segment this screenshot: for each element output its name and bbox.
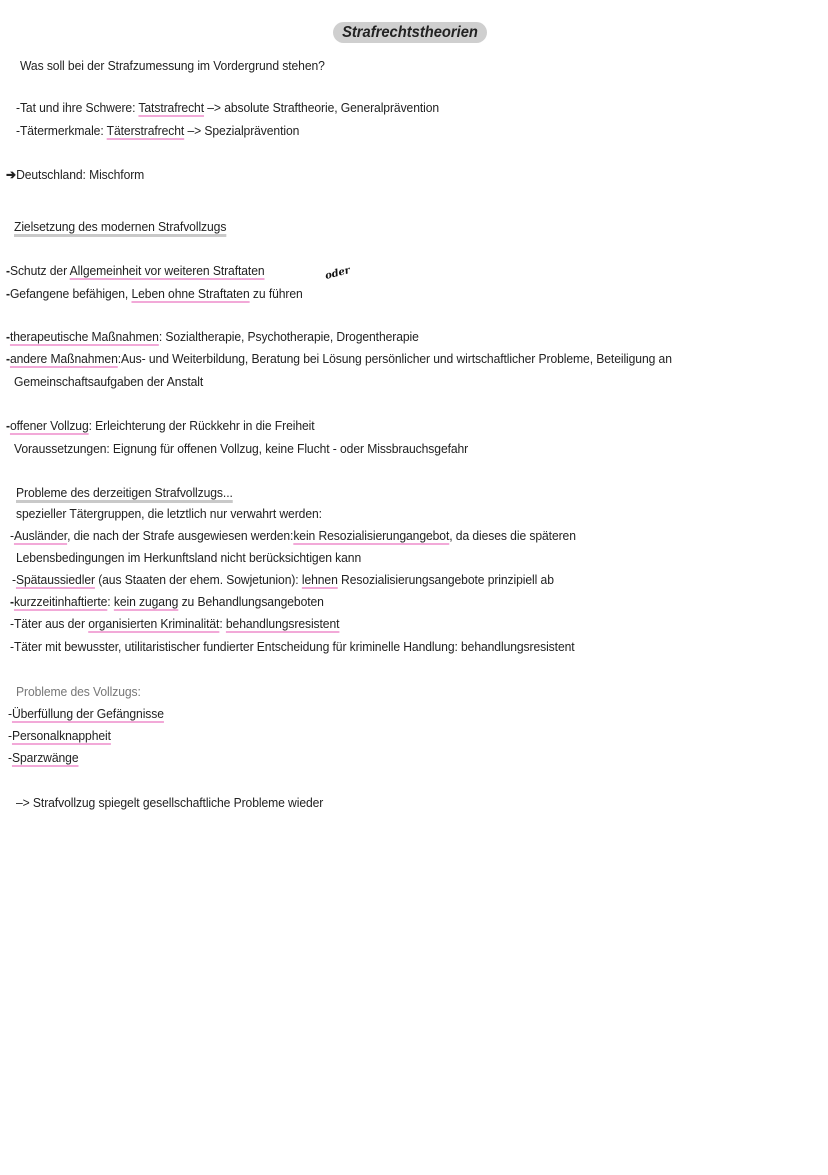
schutz-line [6,262,265,280]
handwritten-note: oder [324,265,352,282]
text-segment: Tätermerkmale: [19,123,107,138]
ziel-heading [14,218,226,236]
text-segment-underlined: kein zugang [113,594,179,609]
bullet-dash: - [16,100,20,115]
bullet-dash: - [8,706,12,721]
bullet-dash: - [10,639,14,654]
bullet-dash: - [10,528,14,543]
bullet-dash: - [6,418,10,433]
andere-line [6,350,672,368]
andere-line-cont: Gemeinschaftsaufgaben der Anstalt [14,374,204,389]
spar-line [8,749,78,767]
text-segment-underlined: Tatstrafrecht [138,100,204,115]
text-segment-underlined: kein Resozialisierungangebot [293,528,450,543]
text-segment: : Sozialtherapie, Psychotherapie, Drogentherapie [158,329,419,344]
therapeutische-line [6,328,419,346]
bullet-dash: - [10,616,14,631]
text-segment-underlined: lehnen [301,572,338,587]
page-title: Strafrechtstheorien [342,24,478,41]
ueberfuellung-line [8,705,164,723]
tat-line [16,99,439,117]
text-segment-underlined: Überfüllung der Gefängnisse [11,706,164,721]
probleme-heading [16,484,233,502]
bullet-dash: - [6,286,10,301]
text-segment: : [107,594,114,609]
bullet-dash: - [12,572,16,587]
text-segment: : [219,616,226,631]
title-highlight [333,22,487,43]
text-segment: Gefangene befähigen, [9,286,132,301]
arrow-icon: ➔ [6,167,17,182]
text-segment: –> Spezialprävention [184,123,300,138]
text-segment: Deutschland: Mischform [16,167,145,182]
deutschland-line [6,166,144,184]
auslaender-line [10,527,576,545]
text-segment-underlined: Täterstrafrecht [106,123,185,138]
text-segment: Täter aus der [13,616,89,631]
text-segment: zu Behandlungsangeboten [178,594,324,609]
speziell-line: spezieller Tätergruppen, die letztlich nur verwahrt werden: [16,506,322,521]
vollzug-heading: Probleme des Vollzugs: [16,684,141,699]
text-segment: : Erleichterung der Rückkehr in die Freiheit [88,418,315,433]
question-line: Was soll bei der Strafzumessung im Vordergrund stehen? [20,58,325,73]
bullet-dash: - [6,263,10,278]
text-segment: (aus Staaten der ehem. Sowjetunion): [94,572,302,587]
text-segment-underlined: Leben ohne Straftaten [131,286,250,301]
offener-vollzug-line [6,417,315,435]
text-segment-underlined: therapeutische Maßnahmen [9,329,159,344]
text-segment: , da dieses die späteren [449,528,576,543]
bullet-dash: - [10,594,14,609]
text-segment: zu führen [249,286,303,301]
taeter-line [16,122,299,140]
bullet-dash: - [16,123,20,138]
spaetaussiedler-line [12,571,554,589]
kurzzeit-line [10,593,324,611]
text-segment-underlined: Allgemeinheit vor weiteren Straftaten [69,263,265,278]
text-segment: Täter mit bewusster, utilitaristischer fundierter Entscheidung für kriminelle Handlung: behandlungsresistent [13,639,575,654]
text-segment: Resozialisierungsangebote prinzipiell ab [337,572,554,587]
text-segment: :Aus- und Weiterbildung, Beratung bei Lösung persönlicher und wirtschaftlicher Probleme, Beteiligung an [117,351,672,366]
voraussetzungen-line: Voraussetzungen: Eignung für offenen Vollzug, keine Flucht - oder Missbrauchsgefahr [14,441,469,456]
bullet-dash: - [8,728,12,743]
text-segment-underlined: Personalknappheit [11,728,111,743]
text-segment: Schutz der [9,263,70,278]
text-segment-underlined: Ausländer [13,528,68,543]
text-segment: –> absolute Straftheorie, Generalprävention [203,100,440,115]
text-segment: Tat und ihre Schwere: [19,100,139,115]
auslaender-line-cont: Lebensbedingungen im Herkunftsland nicht berücksichtigen kann [16,550,362,565]
text-segment-underlined: Sparzwänge [11,750,79,765]
text-segment: , die nach der Strafe ausgewiesen werden: [67,528,294,543]
text-segment-underlined: andere Maßnahmen [9,351,118,366]
heading-text: Probleme des derzeitigen Strafvollzugs... [16,485,233,500]
gefangene-line [6,285,303,303]
text-segment-underlined: organisierten Kriminalität [88,616,220,631]
text-segment-underlined: behandlungsresistent [225,616,340,631]
text-segment-underlined: Spätaussiedler [15,572,95,587]
text-segment-underlined: kurzzeitinhaftierte [13,594,108,609]
personal-line [8,727,111,745]
fazit-line: –> Strafvollzug spiegelt gesellschaftliche Probleme wieder [16,795,324,810]
heading-text: Zielsetzung des modernen Strafvollzugs [14,219,227,234]
organisiert-line [10,615,339,633]
bullet-dash: - [6,329,10,344]
bullet-dash: - [6,351,10,366]
bewusst-line [10,638,575,656]
bullet-dash: - [8,750,12,765]
text-segment-underlined: offener Vollzug [9,418,89,433]
